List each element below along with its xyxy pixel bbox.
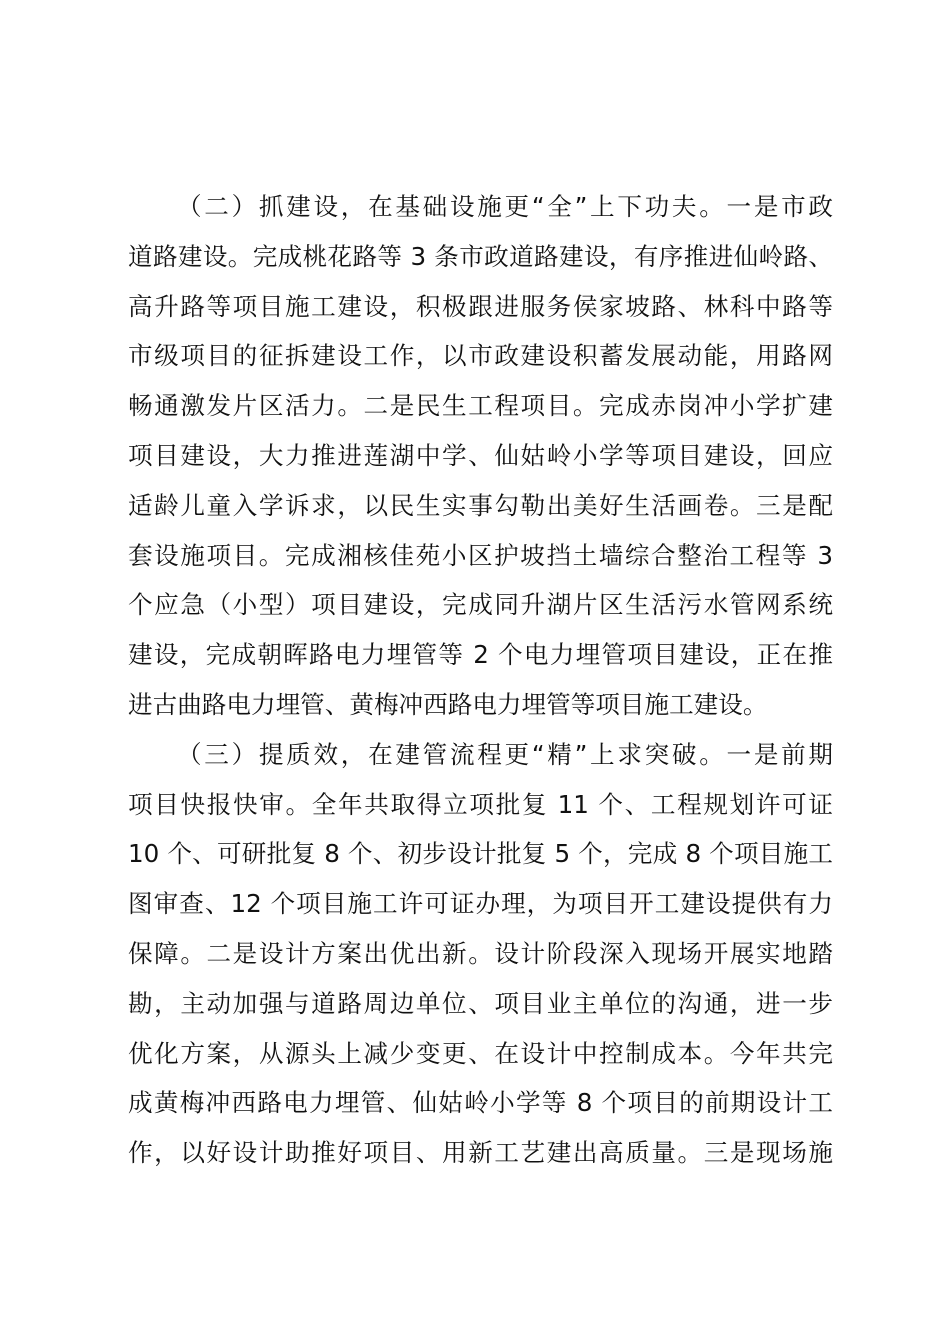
- text-line: 10 个、可研批复 8 个、初步设计批复 5 个，完成 8 个项目施工: [128, 839, 833, 869]
- paragraph-quality-efficiency: [128, 730, 833, 1178]
- text-line: 成黄梅冲西路电力埋管、仙姑岭小学等 8 个项目的前期设计工: [128, 1088, 833, 1118]
- text-line: 优化方案，从源头上减少变更、在设计中控制成本。今年共完: [128, 1038, 833, 1068]
- text-line: 畅通激发片区活力。二是民生工程项目。完成赤岗冲小学扩建: [128, 391, 833, 421]
- text-line: 建设，完成朝晖路电力埋管等 2 个电力埋管项目建设，正在推: [128, 640, 833, 670]
- text-line: 个应急（小型）项目建设，完成同升湖片区生活污水管网系统: [128, 590, 833, 620]
- text-line: 高升路等项目施工建设，积极跟进服务侯家坡路、林科中路等: [128, 291, 833, 321]
- text-line: （三）提质效，在建管流程更“精”上求突破。一是前期: [177, 739, 833, 769]
- text-line: 进古曲路电力埋管、黄梅冲西路电力埋管等项目施工建设。: [128, 689, 768, 719]
- text-line: 市级项目的征拆建设工作，以市政建设积蓄发展动能，用路网: [128, 341, 833, 371]
- document-body: [128, 182, 833, 1178]
- text-line: 项目建设，大力推进莲湖中学、仙姑岭小学等项目建设，回应: [128, 440, 833, 470]
- text-line: 适龄儿童入学诉求，以民生实事勾勒出美好生活画卷。三是配: [128, 490, 833, 520]
- text-line: 项目快报快审。全年共取得立项批复 11 个、工程规划许可证: [128, 789, 833, 819]
- text-line: 道路建设。完成桃花路等 3 条市政道路建设，有序推进仙岭路、: [128, 241, 833, 271]
- text-line: 作，以好设计助推好项目、用新工艺建出高质量。三是现场施: [128, 1138, 833, 1168]
- text-line: 保障。二是设计方案出优出新。设计阶段深入现场开展实地踏: [128, 938, 833, 968]
- text-line: 图审查、12 个项目施工许可证办理，为项目开工建设提供有力: [128, 889, 833, 919]
- text-line: 套设施项目。完成湘核佳苑小区护坡挡土墙综合整治工程等 3: [128, 540, 833, 570]
- paragraph-infrastructure: [128, 182, 833, 730]
- text-line: 勘，主动加强与道路周边单位、项目业主单位的沟通，进一步: [128, 988, 833, 1018]
- text-line: （二）抓建设，在基础设施更“全”上下功夫。一是市政: [177, 192, 833, 221]
